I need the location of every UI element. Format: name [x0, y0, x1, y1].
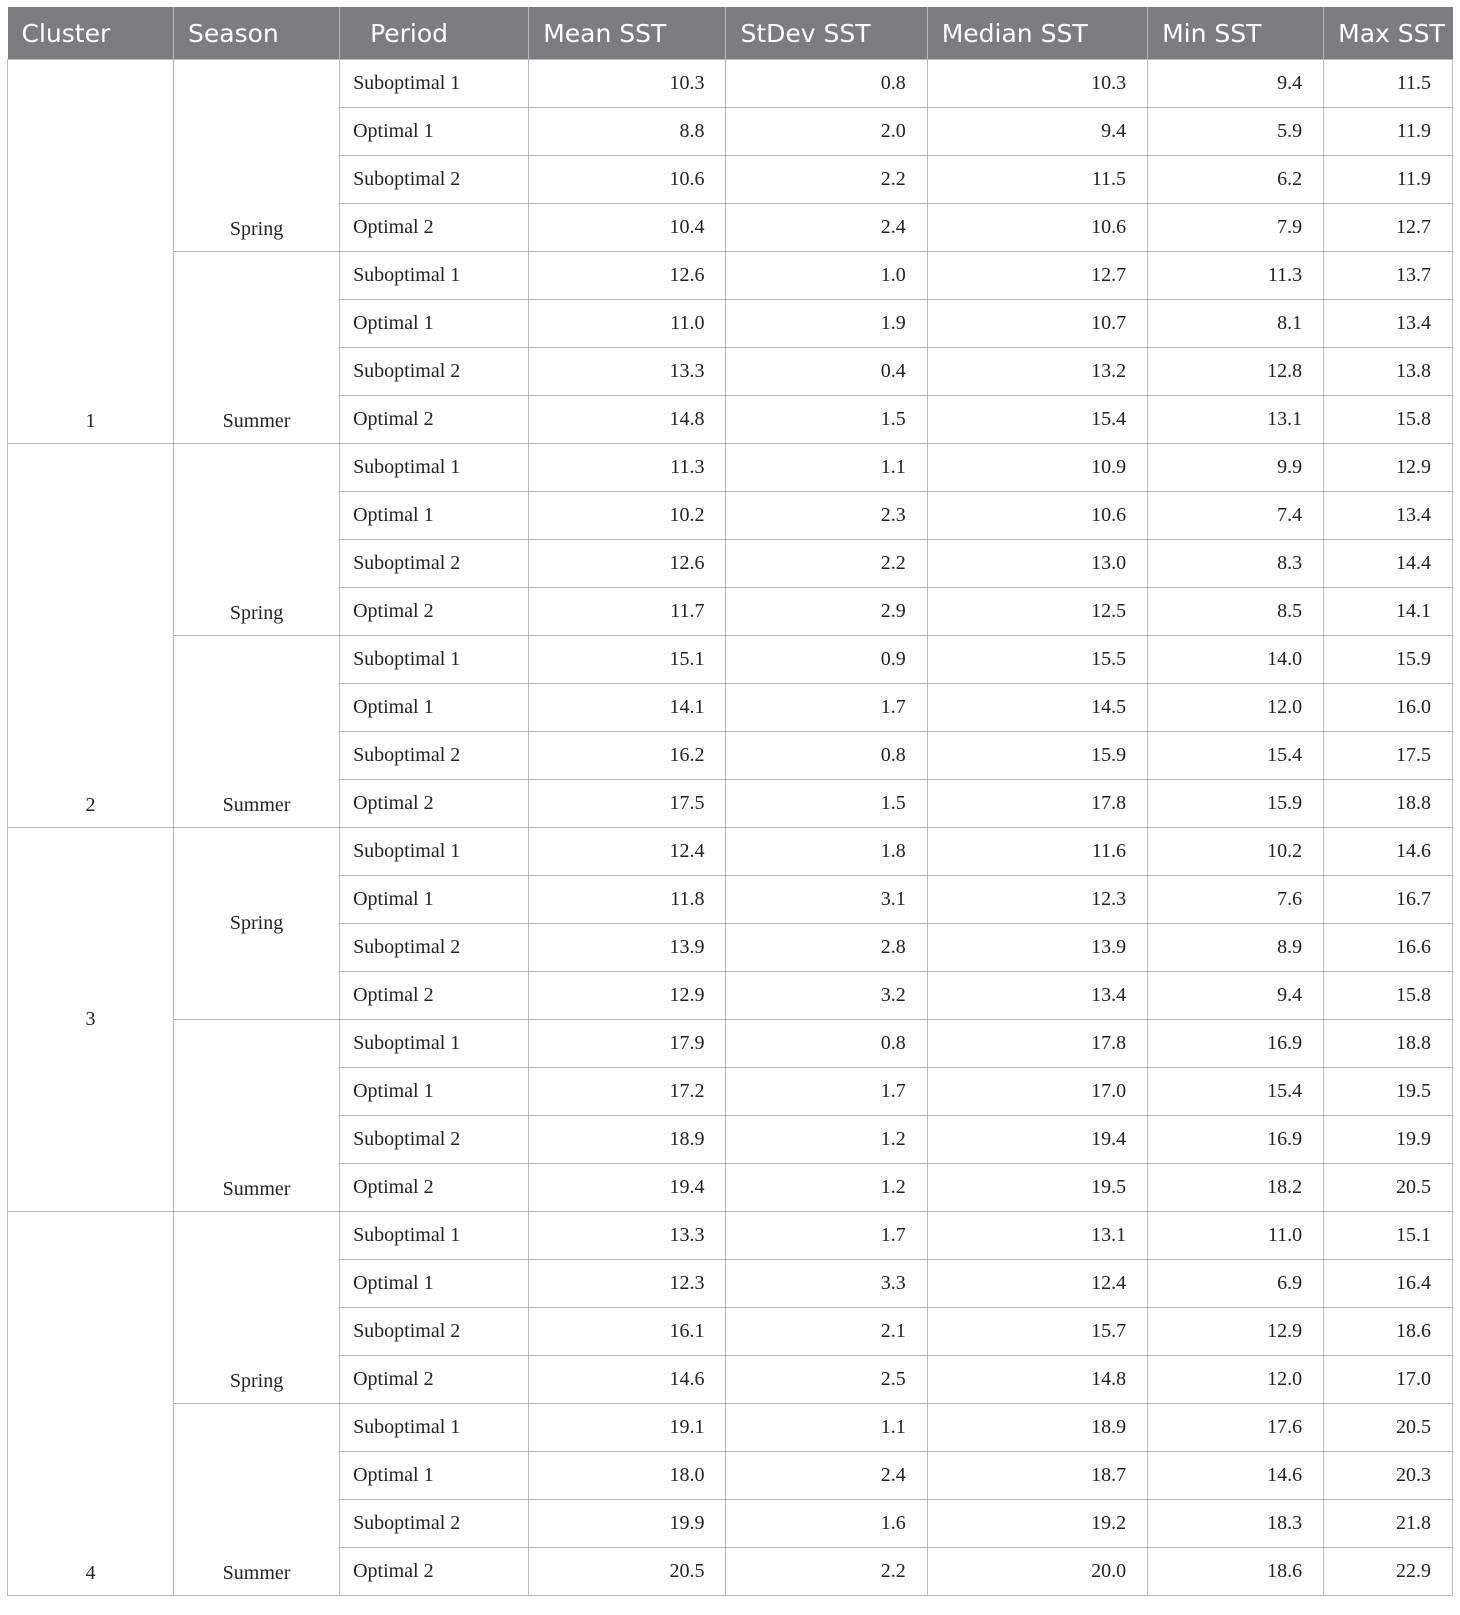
max-sst-cell: 16.4 — [1324, 1260, 1453, 1308]
stdev-sst-cell: 2.8 — [726, 924, 927, 972]
mean-sst-cell: 19.9 — [529, 1500, 726, 1548]
stdev-sst-cell: 1.0 — [726, 252, 927, 300]
min-sst-cell: 6.2 — [1148, 156, 1324, 204]
stdev-sst-cell: 2.2 — [726, 1548, 927, 1596]
table-row — [8, 828, 1453, 876]
stdev-sst-cell: 2.5 — [726, 1356, 927, 1404]
stdev-sst-cell: 1.9 — [726, 300, 927, 348]
min-sst-cell: 15.4 — [1148, 732, 1324, 780]
stdev-sst-cell: 1.1 — [726, 444, 927, 492]
min-sst-cell: 12.8 — [1148, 348, 1324, 396]
stdev-sst-cell: 3.2 — [726, 972, 927, 1020]
max-sst-cell: 17.5 — [1324, 732, 1453, 780]
mean-sst-cell: 12.4 — [529, 828, 726, 876]
period-cell: Suboptimal 1 — [340, 828, 529, 876]
max-sst-cell: 15.1 — [1324, 1212, 1453, 1260]
max-sst-cell: 18.6 — [1324, 1308, 1453, 1356]
mean-sst-cell: 19.4 — [529, 1164, 726, 1212]
mean-sst-cell: 12.9 — [529, 972, 726, 1020]
stdev-sst-cell: 1.2 — [726, 1164, 927, 1212]
median-sst-cell: 10.6 — [927, 492, 1147, 540]
period-cell: Optimal 2 — [340, 396, 529, 444]
stdev-sst-cell: 2.0 — [726, 108, 927, 156]
median-sst-cell: 17.0 — [927, 1068, 1147, 1116]
max-sst-cell: 20.5 — [1324, 1404, 1453, 1452]
mean-sst-cell: 19.1 — [529, 1404, 726, 1452]
median-sst-cell: 19.5 — [927, 1164, 1147, 1212]
header-stdev-sst: StDev SST — [726, 7, 927, 60]
season-cell: Spring — [174, 60, 340, 252]
median-sst-cell: 17.8 — [927, 780, 1147, 828]
median-sst-cell: 13.4 — [927, 972, 1147, 1020]
max-sst-cell: 13.4 — [1324, 300, 1453, 348]
period-cell: Optimal 1 — [340, 1068, 529, 1116]
mean-sst-cell: 17.9 — [529, 1020, 726, 1068]
min-sst-cell: 11.3 — [1148, 252, 1324, 300]
period-cell: Suboptimal 2 — [340, 156, 529, 204]
period-cell: Optimal 2 — [340, 780, 529, 828]
min-sst-cell: 11.0 — [1148, 1212, 1324, 1260]
stdev-sst-cell: 2.9 — [726, 588, 927, 636]
mean-sst-cell: 14.8 — [529, 396, 726, 444]
mean-sst-cell: 11.8 — [529, 876, 726, 924]
period-cell: Optimal 2 — [340, 972, 529, 1020]
stdev-sst-cell: 2.4 — [726, 1452, 927, 1500]
min-sst-cell: 15.9 — [1148, 780, 1324, 828]
min-sst-cell: 8.9 — [1148, 924, 1324, 972]
stdev-sst-cell: 1.7 — [726, 684, 927, 732]
median-sst-cell: 9.4 — [927, 108, 1147, 156]
median-sst-cell: 13.9 — [927, 924, 1147, 972]
max-sst-cell: 15.8 — [1324, 396, 1453, 444]
median-sst-cell: 11.6 — [927, 828, 1147, 876]
table-row — [8, 1020, 1453, 1068]
max-sst-cell: 14.4 — [1324, 540, 1453, 588]
header-max-sst: Max SST — [1324, 7, 1453, 60]
min-sst-cell: 16.9 — [1148, 1116, 1324, 1164]
period-cell: Suboptimal 1 — [340, 1020, 529, 1068]
max-sst-cell: 12.7 — [1324, 204, 1453, 252]
median-sst-cell: 19.4 — [927, 1116, 1147, 1164]
min-sst-cell: 7.9 — [1148, 204, 1324, 252]
mean-sst-cell: 11.7 — [529, 588, 726, 636]
period-cell: Suboptimal 1 — [340, 1404, 529, 1452]
header-median-sst: Median SST — [927, 7, 1147, 60]
stdev-sst-cell: 1.2 — [726, 1116, 927, 1164]
median-sst-cell: 15.9 — [927, 732, 1147, 780]
min-sst-cell: 14.6 — [1148, 1452, 1324, 1500]
max-sst-cell: 16.7 — [1324, 876, 1453, 924]
period-cell: Optimal 1 — [340, 1452, 529, 1500]
max-sst-cell: 13.4 — [1324, 492, 1453, 540]
period-cell: Suboptimal 1 — [340, 444, 529, 492]
period-cell: Optimal 2 — [340, 1164, 529, 1212]
max-sst-cell: 12.9 — [1324, 444, 1453, 492]
stdev-sst-cell: 0.8 — [726, 732, 927, 780]
season-cell: Spring — [174, 444, 340, 636]
mean-sst-cell: 12.6 — [529, 540, 726, 588]
mean-sst-cell: 18.9 — [529, 1116, 726, 1164]
season-cell: Summer — [174, 1020, 340, 1212]
cluster-cell: 1 — [8, 60, 174, 444]
median-sst-cell: 10.3 — [927, 60, 1147, 108]
table-row — [8, 444, 1453, 492]
period-cell: Suboptimal 2 — [340, 924, 529, 972]
min-sst-cell: 12.0 — [1148, 684, 1324, 732]
stdev-sst-cell: 0.8 — [726, 1020, 927, 1068]
mean-sst-cell: 10.2 — [529, 492, 726, 540]
max-sst-cell: 19.5 — [1324, 1068, 1453, 1116]
median-sst-cell: 12.3 — [927, 876, 1147, 924]
median-sst-cell: 14.5 — [927, 684, 1147, 732]
min-sst-cell: 6.9 — [1148, 1260, 1324, 1308]
median-sst-cell: 15.7 — [927, 1308, 1147, 1356]
table-row — [8, 636, 1453, 684]
period-cell: Suboptimal 2 — [340, 732, 529, 780]
period-cell: Suboptimal 2 — [340, 1308, 529, 1356]
median-sst-cell: 12.7 — [927, 252, 1147, 300]
cluster-cell: 2 — [8, 444, 174, 828]
max-sst-cell: 21.8 — [1324, 1500, 1453, 1548]
mean-sst-cell: 17.2 — [529, 1068, 726, 1116]
min-sst-cell: 7.6 — [1148, 876, 1324, 924]
min-sst-cell: 9.9 — [1148, 444, 1324, 492]
stdev-sst-cell: 2.4 — [726, 204, 927, 252]
mean-sst-cell: 10.3 — [529, 60, 726, 108]
median-sst-cell: 13.2 — [927, 348, 1147, 396]
median-sst-cell: 15.4 — [927, 396, 1147, 444]
stdev-sst-cell: 1.7 — [726, 1212, 927, 1260]
stdev-sst-cell: 3.1 — [726, 876, 927, 924]
period-cell: Optimal 1 — [340, 684, 529, 732]
min-sst-cell: 8.3 — [1148, 540, 1324, 588]
mean-sst-cell: 8.8 — [529, 108, 726, 156]
period-cell: Optimal 2 — [340, 1356, 529, 1404]
min-sst-cell: 8.5 — [1148, 588, 1324, 636]
season-cell: Summer — [174, 636, 340, 828]
median-sst-cell: 10.7 — [927, 300, 1147, 348]
table-row — [8, 60, 1453, 108]
mean-sst-cell: 18.0 — [529, 1452, 726, 1500]
season-cell: Summer — [174, 1404, 340, 1596]
median-sst-cell: 18.9 — [927, 1404, 1147, 1452]
min-sst-cell: 5.9 — [1148, 108, 1324, 156]
mean-sst-cell: 12.3 — [529, 1260, 726, 1308]
median-sst-cell: 18.7 — [927, 1452, 1147, 1500]
stdev-sst-cell: 1.1 — [726, 1404, 927, 1452]
period-cell: Optimal 2 — [340, 1548, 529, 1596]
max-sst-cell: 13.7 — [1324, 252, 1453, 300]
table-row — [8, 1212, 1453, 1260]
median-sst-cell: 20.0 — [927, 1548, 1147, 1596]
min-sst-cell: 15.4 — [1148, 1068, 1324, 1116]
cluster-cell: 3 — [8, 828, 174, 1212]
period-cell: Optimal 1 — [340, 300, 529, 348]
period-cell: Suboptimal 1 — [340, 636, 529, 684]
stdev-sst-cell: 0.9 — [726, 636, 927, 684]
period-cell: Optimal 1 — [340, 108, 529, 156]
max-sst-cell: 16.6 — [1324, 924, 1453, 972]
min-sst-cell: 9.4 — [1148, 972, 1324, 1020]
median-sst-cell: 10.9 — [927, 444, 1147, 492]
header-min-sst: Min SST — [1148, 7, 1324, 60]
max-sst-cell: 17.0 — [1324, 1356, 1453, 1404]
max-sst-cell: 11.5 — [1324, 60, 1453, 108]
min-sst-cell: 10.2 — [1148, 828, 1324, 876]
stdev-sst-cell: 1.5 — [726, 396, 927, 444]
period-cell: Suboptimal 2 — [340, 1500, 529, 1548]
max-sst-cell: 11.9 — [1324, 108, 1453, 156]
mean-sst-cell: 17.5 — [529, 780, 726, 828]
stdev-sst-cell: 1.6 — [726, 1500, 927, 1548]
header-row — [8, 7, 1453, 60]
median-sst-cell: 15.5 — [927, 636, 1147, 684]
table-body — [8, 60, 1453, 1596]
min-sst-cell: 18.2 — [1148, 1164, 1324, 1212]
min-sst-cell: 17.6 — [1148, 1404, 1324, 1452]
season-cell: Spring — [174, 1212, 340, 1404]
min-sst-cell: 16.9 — [1148, 1020, 1324, 1068]
mean-sst-cell: 14.1 — [529, 684, 726, 732]
mean-sst-cell: 13.9 — [529, 924, 726, 972]
table-header — [8, 7, 1453, 60]
max-sst-cell: 18.8 — [1324, 1020, 1453, 1068]
max-sst-cell: 20.3 — [1324, 1452, 1453, 1500]
stdev-sst-cell: 0.4 — [726, 348, 927, 396]
stdev-sst-cell: 1.7 — [726, 1068, 927, 1116]
table-row — [8, 1404, 1453, 1452]
period-cell: Optimal 1 — [340, 876, 529, 924]
min-sst-cell: 14.0 — [1148, 636, 1324, 684]
period-cell: Optimal 2 — [340, 588, 529, 636]
header-period: Period — [340, 7, 529, 60]
stdev-sst-cell: 1.5 — [726, 780, 927, 828]
mean-sst-cell: 16.2 — [529, 732, 726, 780]
mean-sst-cell: 13.3 — [529, 348, 726, 396]
mean-sst-cell: 16.1 — [529, 1308, 726, 1356]
median-sst-cell: 10.6 — [927, 204, 1147, 252]
season-cell: Spring — [174, 828, 340, 1020]
min-sst-cell: 7.4 — [1148, 492, 1324, 540]
median-sst-cell: 14.8 — [927, 1356, 1147, 1404]
table-row — [8, 252, 1453, 300]
max-sst-cell: 22.9 — [1324, 1548, 1453, 1596]
season-cell: Summer — [174, 252, 340, 444]
stdev-sst-cell: 2.2 — [726, 540, 927, 588]
period-cell: Suboptimal 1 — [340, 60, 529, 108]
mean-sst-cell: 10.6 — [529, 156, 726, 204]
sst-statistics-table — [7, 7, 1453, 1596]
max-sst-cell: 11.9 — [1324, 156, 1453, 204]
max-sst-cell: 14.1 — [1324, 588, 1453, 636]
max-sst-cell: 18.8 — [1324, 780, 1453, 828]
min-sst-cell: 18.6 — [1148, 1548, 1324, 1596]
min-sst-cell: 9.4 — [1148, 60, 1324, 108]
mean-sst-cell: 10.4 — [529, 204, 726, 252]
stdev-sst-cell: 0.8 — [726, 60, 927, 108]
median-sst-cell: 17.8 — [927, 1020, 1147, 1068]
max-sst-cell: 20.5 — [1324, 1164, 1453, 1212]
mean-sst-cell: 13.3 — [529, 1212, 726, 1260]
max-sst-cell: 14.6 — [1324, 828, 1453, 876]
period-cell: Optimal 2 — [340, 204, 529, 252]
max-sst-cell: 13.8 — [1324, 348, 1453, 396]
period-cell: Suboptimal 1 — [340, 252, 529, 300]
sst-table-container — [7, 7, 1453, 1596]
period-cell: Suboptimal 2 — [340, 348, 529, 396]
stdev-sst-cell: 3.3 — [726, 1260, 927, 1308]
median-sst-cell: 12.4 — [927, 1260, 1147, 1308]
stdev-sst-cell: 2.3 — [726, 492, 927, 540]
mean-sst-cell: 11.0 — [529, 300, 726, 348]
mean-sst-cell: 11.3 — [529, 444, 726, 492]
max-sst-cell: 19.9 — [1324, 1116, 1453, 1164]
max-sst-cell: 15.9 — [1324, 636, 1453, 684]
max-sst-cell: 15.8 — [1324, 972, 1453, 1020]
median-sst-cell: 12.5 — [927, 588, 1147, 636]
period-cell: Suboptimal 2 — [340, 1116, 529, 1164]
cluster-cell: 4 — [8, 1212, 174, 1596]
header-cluster: Cluster — [8, 7, 174, 60]
stdev-sst-cell: 2.2 — [726, 156, 927, 204]
min-sst-cell: 12.9 — [1148, 1308, 1324, 1356]
header-mean-sst: Mean SST — [529, 7, 726, 60]
period-cell: Suboptimal 1 — [340, 1212, 529, 1260]
median-sst-cell: 13.1 — [927, 1212, 1147, 1260]
period-cell: Optimal 1 — [340, 1260, 529, 1308]
min-sst-cell: 18.3 — [1148, 1500, 1324, 1548]
period-cell: Optimal 1 — [340, 492, 529, 540]
period-cell: Suboptimal 2 — [340, 540, 529, 588]
mean-sst-cell: 14.6 — [529, 1356, 726, 1404]
max-sst-cell: 16.0 — [1324, 684, 1453, 732]
median-sst-cell: 11.5 — [927, 156, 1147, 204]
stdev-sst-cell: 2.1 — [726, 1308, 927, 1356]
stdev-sst-cell: 1.8 — [726, 828, 927, 876]
min-sst-cell: 8.1 — [1148, 300, 1324, 348]
mean-sst-cell: 20.5 — [529, 1548, 726, 1596]
median-sst-cell: 13.0 — [927, 540, 1147, 588]
mean-sst-cell: 15.1 — [529, 636, 726, 684]
min-sst-cell: 13.1 — [1148, 396, 1324, 444]
min-sst-cell: 12.0 — [1148, 1356, 1324, 1404]
median-sst-cell: 19.2 — [927, 1500, 1147, 1548]
header-season: Season — [174, 7, 340, 60]
mean-sst-cell: 12.6 — [529, 252, 726, 300]
